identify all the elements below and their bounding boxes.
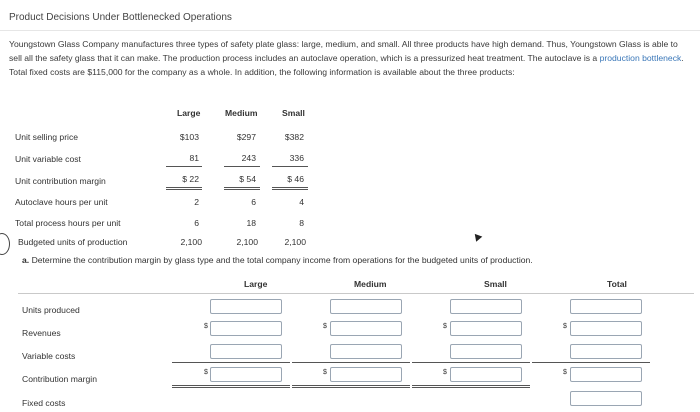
double-underline <box>166 187 202 188</box>
header-large: Large <box>177 108 201 118</box>
currency-symbol: $ <box>323 369 327 376</box>
cell: 243 <box>241 153 256 163</box>
double-underline <box>292 385 410 386</box>
underline <box>224 166 260 167</box>
subtotal-line <box>292 362 410 363</box>
contribution-margin-large-input[interactable] <box>210 367 282 382</box>
contribution-margin-total-input[interactable] <box>570 367 642 382</box>
cell: 81 <box>189 153 199 163</box>
underline <box>272 166 308 167</box>
revenues-medium-input[interactable] <box>330 321 402 336</box>
cell: 2,100 <box>180 237 202 247</box>
double-underline <box>412 387 530 388</box>
cell: $103 <box>179 132 199 142</box>
intro-text-2: . Total fixed costs are $115,000 for the company as a whole. In addition, the following information is available about the three products: <box>9 53 684 77</box>
cell: 18 <box>246 218 256 228</box>
cell: 2,100 <box>284 237 306 247</box>
variable-costs-small-input[interactable] <box>450 344 522 359</box>
units-produced-medium-input[interactable] <box>330 299 402 314</box>
subtotal-line <box>412 362 530 363</box>
problem-intro <box>9 37 693 79</box>
answer-row-fixed-costs: Fixed costs <box>22 398 66 408</box>
header-small: Small <box>282 108 305 118</box>
answer-header-divider <box>18 293 694 294</box>
variable-costs-large-input[interactable] <box>210 344 282 359</box>
currency-symbol: $ <box>204 323 208 330</box>
answer-row-contribution-margin: Contribution margin <box>22 374 97 384</box>
currency-symbol: $ <box>443 323 447 330</box>
divider <box>0 30 700 31</box>
double-underline <box>272 187 308 188</box>
currency-symbol: $ <box>563 369 567 376</box>
row-label-budgeted-units: Budgeted units of production <box>18 237 128 247</box>
currency-symbol: $ <box>443 369 447 376</box>
double-underline <box>172 387 290 388</box>
cell: $382 <box>284 132 304 142</box>
cell: 2,100 <box>236 237 258 247</box>
mouse-cursor-icon <box>472 231 483 242</box>
production-bottleneck-link[interactable]: production bottleneck <box>599 53 682 63</box>
header-medium: Medium <box>225 108 258 118</box>
double-underline <box>272 189 308 190</box>
row-label-total-process-hours: Total process hours per unit <box>15 218 121 228</box>
row-label-unit-variable-cost: Unit variable cost <box>15 154 81 164</box>
answer-header-total: Total <box>607 279 627 289</box>
units-produced-total-input[interactable] <box>570 299 642 314</box>
page-title: Product Decisions Under Bottlenecked Operations <box>9 12 232 23</box>
row-label-unit-contribution-margin: Unit contribution margin <box>15 176 106 186</box>
revenues-total-input[interactable] <box>570 321 642 336</box>
variable-costs-total-input[interactable] <box>570 344 642 359</box>
cell: 336 <box>289 153 304 163</box>
currency-symbol: $ <box>323 323 327 330</box>
units-produced-large-input[interactable] <box>210 299 282 314</box>
contribution-margin-small-input[interactable] <box>450 367 522 382</box>
cell: $ 46 <box>287 174 304 184</box>
answer-header-small: Small <box>484 279 507 289</box>
currency-symbol: $ <box>563 323 567 330</box>
question-letter: a. <box>22 255 30 265</box>
cell: $ 22 <box>182 174 199 184</box>
contribution-margin-medium-input[interactable] <box>330 367 402 382</box>
intro-text-1: Youngstown Glass Company manufactures three types of safety plate glass: large, medium, and small. All three products have high demand. Thus, Youngstown Glass is able to sell all the safety glass that it can make. The production process includes an autoclave operation, which is a pressurized heat treatment. The autoclave is a <box>9 39 678 63</box>
cell: 8 <box>299 218 304 228</box>
row-label-unit-selling-price: Unit selling price <box>15 132 79 142</box>
product-info-table <box>0 104 340 252</box>
cell: $297 <box>236 132 256 142</box>
revenues-large-input[interactable] <box>210 321 282 336</box>
answer-row-revenues: Revenues <box>22 328 61 338</box>
fixed-costs-total-input[interactable] <box>570 391 642 406</box>
double-underline <box>166 189 202 190</box>
answer-header-large: Large <box>244 279 268 289</box>
question-text: Determine the contribution margin by glass type and the total company income from operations for the budgeted units of production. <box>31 255 533 265</box>
subtotal-line <box>532 362 650 363</box>
currency-symbol: $ <box>204 369 208 376</box>
question-a <box>22 255 533 265</box>
cell: 2 <box>194 197 199 207</box>
double-underline <box>292 387 410 388</box>
cell: 4 <box>299 197 304 207</box>
answer-row-variable-costs: Variable costs <box>22 351 76 361</box>
cell: $ 54 <box>239 174 256 184</box>
double-underline <box>412 385 530 386</box>
variable-costs-medium-input[interactable] <box>330 344 402 359</box>
answer-row-units-produced: Units produced <box>22 305 80 315</box>
revenues-small-input[interactable] <box>450 321 522 336</box>
double-underline <box>172 385 290 386</box>
cell: 6 <box>194 218 199 228</box>
subtotal-line <box>172 362 290 363</box>
double-underline <box>224 189 260 190</box>
double-underline <box>224 187 260 188</box>
answer-header-medium: Medium <box>354 279 387 289</box>
units-produced-small-input[interactable] <box>450 299 522 314</box>
row-label-autoclave-hours: Autoclave hours per unit <box>15 197 108 207</box>
underline <box>166 166 202 167</box>
cell: 6 <box>251 197 256 207</box>
